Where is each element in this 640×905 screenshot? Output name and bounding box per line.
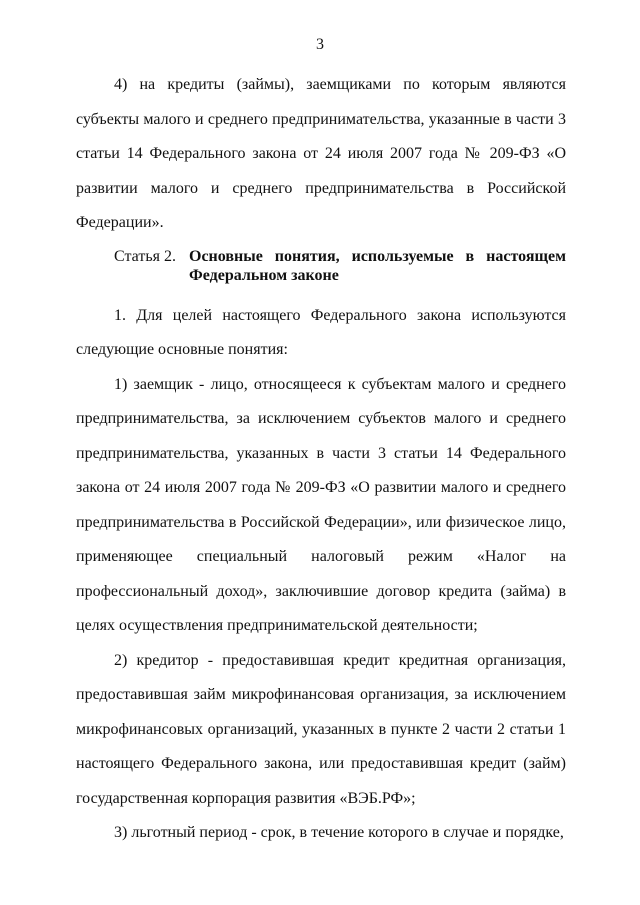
article-label: Статья 2. [114, 247, 176, 265]
paragraph-definition-grace-period: 3) льготный период - срок, в течение которого в случае и порядке, [114, 824, 564, 841]
paragraph-definition-borrower: 1) заемщик - лицо, относящееся к субъектам малого и среднего предпринимательства, за исключением субъектов малого и среднего предпринимательства, указанных в части 3 статьи 14 Федерального закона от 24 июля 2007 года № 209-ФЗ «О развитии малого и среднего предпринимательства в Российской Федерации», или физическое лицо, применяющее специальный налоговый режим «Налог на профессиональный доход», заключившие договор кредита (займа) в целях осуществления предпринимательской деятельности; [76, 375, 566, 634]
article-title: Основные понятия, используемые в настоящем Федеральном законе [189, 247, 566, 284]
paragraph-clause-1: 1. Для целей настоящего Федерального закона используются следующие основные понятия: [76, 306, 566, 358]
article-heading [76, 241, 566, 287]
page-number: 3 [316, 36, 324, 53]
paragraph-definition-creditor: 2) кредитор - предоставившая кредит кредитная организация, предоставившая займ микрофинансовая организация, за исключением микрофинансовых организаций, указанных в пункте 2 части 2 статьи 1 настоящего Федерального закона, или предоставившая кредит (займ) государственная корпорация развития «ВЭБ.РФ»; [76, 651, 566, 807]
document-body [76, 68, 566, 851]
paragraph-item-4: 4) на кредиты (займы), заемщиками по которым являются субъекты малого и среднего предпринимательства, указанные в части 3 статьи 14 Федерального закона от 24 июля 2007 года № 209-ФЗ «О развитии малого и среднего предпринимательства в Российской Федерации». [76, 76, 566, 231]
heading-spacer [76, 287, 566, 299]
